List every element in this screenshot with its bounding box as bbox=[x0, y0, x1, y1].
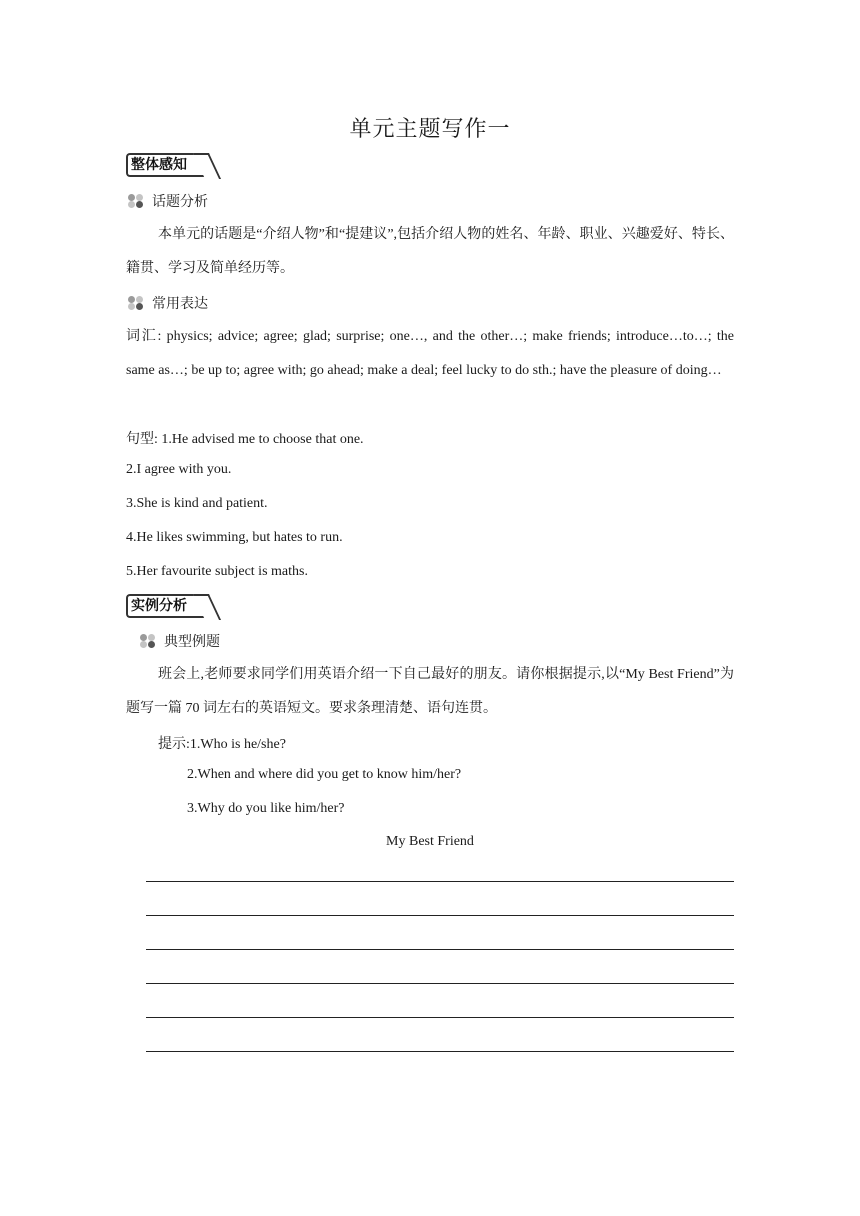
hint-line: 2.When and where did you get to know him/her? bbox=[187, 767, 462, 782]
dots-icon bbox=[140, 634, 158, 648]
hint-line: 3.Why do you like him/her? bbox=[187, 801, 345, 816]
subheading-expressions-label: 常用表达 bbox=[152, 297, 208, 312]
subheading-example bbox=[140, 631, 220, 651]
dots-icon bbox=[128, 194, 146, 208]
subheading-expressions bbox=[128, 293, 208, 313]
sentence-line: 句型: 1.He advised me to choose that one. bbox=[126, 432, 364, 447]
dots-icon bbox=[128, 296, 146, 310]
subheading-topic-label: 话题分析 bbox=[152, 195, 208, 210]
writing-line[interactable] bbox=[146, 915, 734, 916]
sentence-line: 3.She is kind and patient. bbox=[126, 496, 268, 511]
sentence-line: 4.He likes swimming, but hates to run. bbox=[126, 530, 343, 545]
subheading-topic bbox=[128, 191, 208, 211]
topic-paragraph: 本单元的话题是“介绍人物”和“提建议”,包括介绍人物的姓名、年龄、职业、兴趣爱好、特长、籍贯、学习及简单经历等。 bbox=[126, 227, 734, 276]
example-prompt: 班会上,老师要求同学们用英语介绍一下自己最好的朋友。请你根据提示,以“My Best Friend”为题写一篇 70 词左右的英语短文。要求条理清楚、语句连贯。 bbox=[126, 667, 734, 716]
writing-line[interactable] bbox=[146, 1017, 734, 1018]
subheading-example-label: 典型例题 bbox=[164, 635, 220, 650]
sentence-line: 2.I agree with you. bbox=[126, 462, 232, 477]
section-tag-examples: 实例分析 bbox=[126, 594, 209, 618]
writing-line[interactable] bbox=[146, 1051, 734, 1052]
sentence-line: 5.Her favourite subject is maths. bbox=[126, 564, 308, 579]
writing-line[interactable] bbox=[146, 949, 734, 950]
vocab-paragraph: 词汇: physics; advice; agree; glad; surprise; one…, and the other…; make friends; introduce…to…; the same as…; be up to; agree with; go ahead; make a deal; feel lucky to do sth.; have the pleasure of doing… bbox=[126, 329, 734, 378]
hint-line: 提示:1.Who is he/she? bbox=[158, 737, 286, 752]
page-title: 单元主题写作一 bbox=[349, 116, 511, 141]
section-tag-overview: 整体感知 bbox=[126, 153, 209, 177]
essay-title: My Best Friend bbox=[386, 834, 474, 849]
writing-line[interactable] bbox=[146, 881, 734, 882]
writing-line[interactable] bbox=[146, 983, 734, 984]
